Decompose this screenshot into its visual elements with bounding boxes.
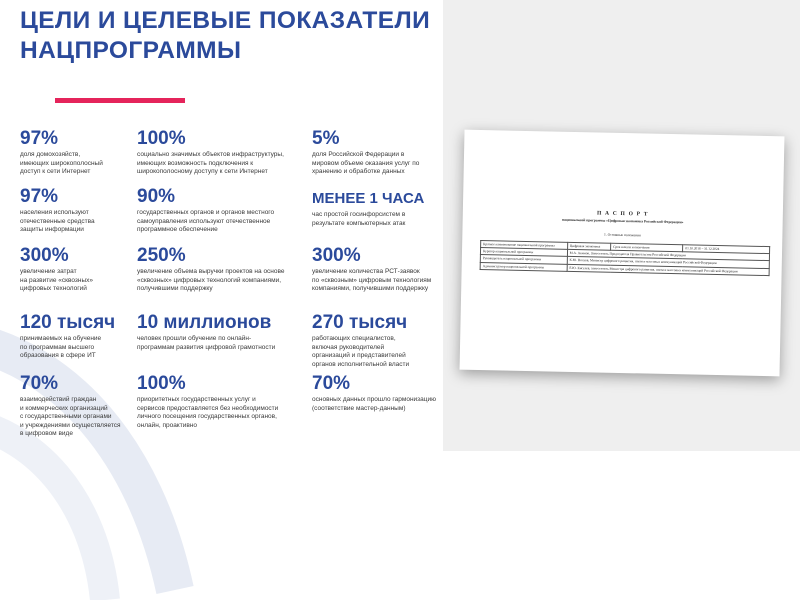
stat-project-revenue	[137, 245, 285, 294]
table-cell: Краткое наименование национальной программы	[481, 241, 568, 250]
table-cell: Срок начала и окончания	[611, 243, 683, 252]
stat-broadband-households	[20, 128, 103, 177]
stat-description: принимаемых на обучение по программам высшего образования в сфере ИТ	[20, 335, 102, 360]
page-title-line-2: НАЦПРОГРАММЫ	[20, 37, 242, 64]
stat-value: 97%	[20, 186, 59, 207]
table-cell: Цифровая экономика	[567, 242, 610, 250]
stat-online-services	[137, 373, 278, 430]
stat-description: взаимодействий граждан и коммерческих организаций с государственными органами и учреждениями осуществляется в цифровом виде	[20, 396, 121, 438]
stat-value: 90%	[137, 186, 176, 207]
stat-description: работающих специалистов, включая руководителей организаций и представителей органов исполнительной власти	[312, 335, 410, 368]
table-cell: К.Ю. Носков, Министр цифрового развития, связи и массовых коммуникаций Российской Федерации	[567, 257, 769, 268]
stat-value: 5%	[312, 128, 340, 149]
table-cell: М.А. Акимов, Заместитель Председателя Правительства Российской Федерации	[567, 250, 769, 261]
stat-tech-investment	[20, 245, 93, 294]
stat-value: 70%	[312, 373, 351, 394]
stat-digital-interactions	[20, 373, 121, 439]
stat-value: 250%	[137, 245, 186, 266]
stat-description: социально значимых объектов инфраструктуры, имеющих возможность подключения к широкополосному доступу к сети Интернет	[137, 151, 284, 176]
passport-document	[460, 130, 785, 377]
stat-value: 300%	[20, 245, 69, 266]
table-cell: 01.10.2018 – 31.12.2024	[683, 245, 770, 254]
stat-downtime	[312, 188, 424, 228]
stat-domestic-security	[20, 186, 95, 235]
stat-data-harmonization	[312, 373, 436, 413]
table-cell: Куратор национальной программы	[480, 248, 567, 257]
table-cell: Администратор национальной программы	[480, 262, 567, 271]
document-subtitle: национальной программы «Цифровая экономика Российской Федерации»	[561, 217, 684, 225]
stat-description: приоритетных государственных услуг и сервисов предоставляется без необходимости личного посещения государственных органов, онлайн, проактивно	[137, 396, 279, 429]
stat-value: 300%	[312, 245, 361, 266]
stat-value: 70%	[20, 373, 59, 394]
stat-value: 10 миллионов	[137, 312, 272, 333]
stat-value: 270 тысяч	[312, 312, 408, 333]
stat-social-objects	[137, 128, 284, 177]
stat-description: увеличение количества РСТ-заявок по «сквозным» цифровым технологиям компаниями, получившими поддержку	[312, 268, 432, 293]
document-section-heading: 1. Основные положения	[603, 232, 641, 238]
stat-pct-applications	[312, 245, 431, 294]
table-cell: Руководитель национальной программы	[480, 255, 567, 264]
document-title: П А С П О Р Т	[596, 210, 649, 218]
stat-domestic-software	[137, 186, 274, 235]
stat-value: 120 тысяч	[20, 312, 116, 333]
stat-specialists	[312, 312, 409, 369]
stat-description: основных данных прошло гармонизацию (соответствие мастер-данным)	[312, 396, 436, 412]
stat-value: 100%	[137, 373, 186, 394]
table-cell: Е.Ю. Киселев, заместитель Министра цифрового развития, связи и массовых коммуникаций Российской Федерации	[567, 264, 769, 275]
stat-description: увеличение объема выручки проектов на основе «сквозных» цифровых технологий компаниями, получившими поддержку	[137, 268, 285, 293]
stat-value: 97%	[20, 128, 59, 149]
page-title-line-1: ЦЕЛИ И ЦЕЛЕВЫЕ ПОКАЗАТЕЛИ	[20, 7, 431, 34]
stat-data-services-share	[312, 128, 419, 177]
stat-value: 100%	[137, 128, 186, 149]
stat-description: населения используют отечественные средства защиты информации	[20, 209, 95, 234]
stat-it-students	[20, 312, 115, 361]
stats-grid	[0, 0, 460, 451]
stat-description: час простой госинфорсистем в результате компьютерных атак	[312, 211, 406, 227]
stat-digital-literacy	[137, 312, 275, 352]
stat-description: увеличение затрат на развитие «сквозных» цифровых технологий	[20, 268, 93, 293]
stat-description: доля Российской Федерации в мировом объеме оказания услуг по хранению и обработке данных	[312, 151, 420, 176]
document-table	[480, 240, 771, 276]
stat-description: человек прошли обучение по онлайн- программам развития цифровой грамотности	[137, 335, 276, 351]
stat-description: доля домохозяйств, имеющих широкополосный доступ к сети Интернет	[20, 151, 103, 176]
stat-description: государственных органов и органов местного самоуправления используют отечественное программное обеспечение	[137, 209, 275, 234]
stat-value: МЕНЕЕ 1 ЧАСА	[312, 190, 425, 207]
